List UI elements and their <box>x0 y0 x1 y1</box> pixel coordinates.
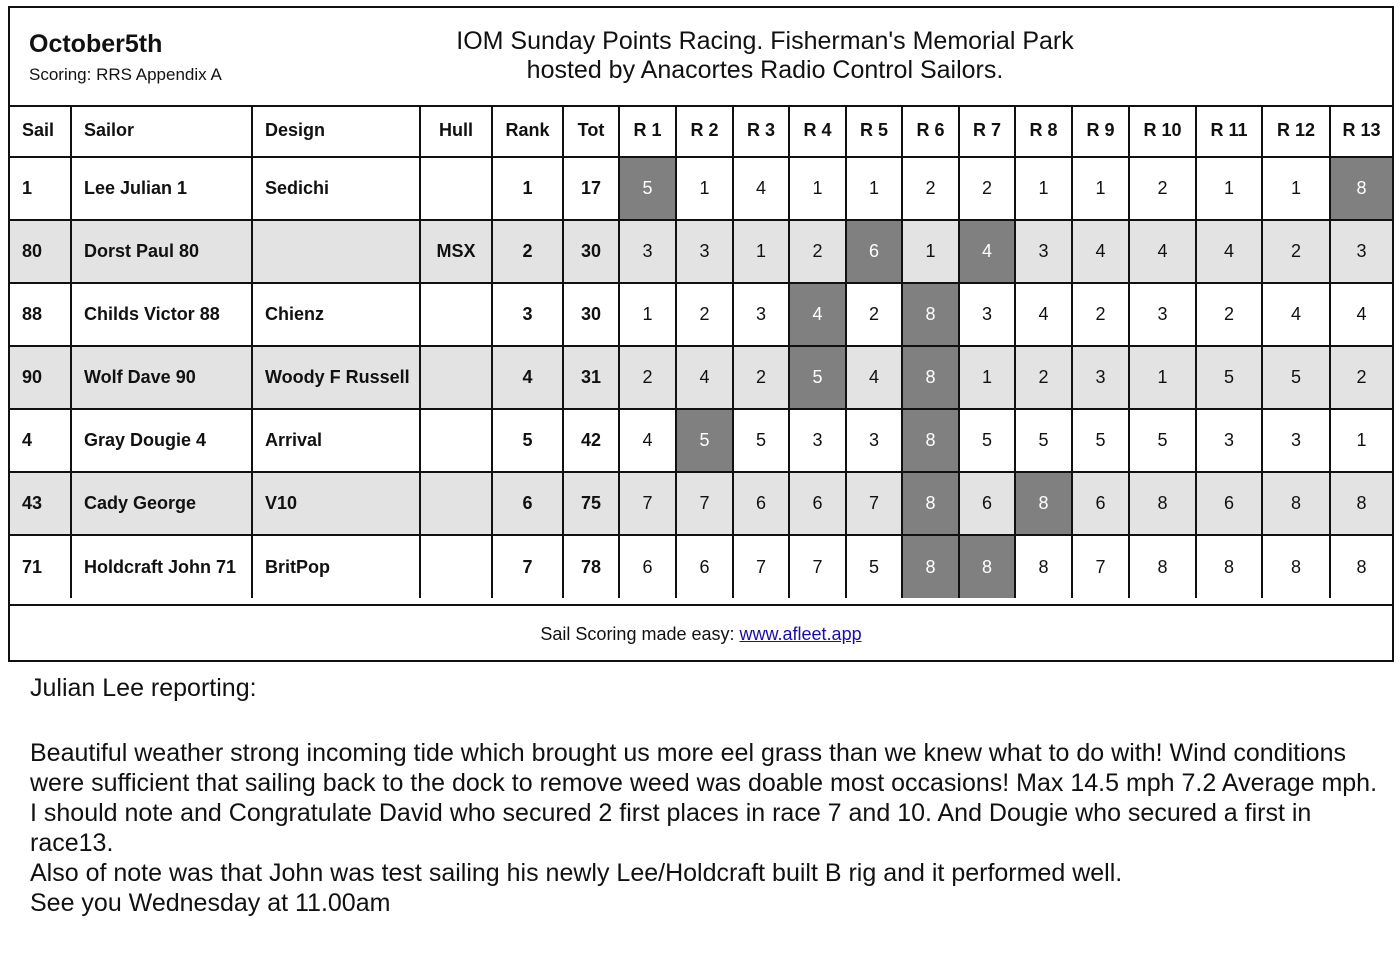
design-cell: V10 <box>252 472 420 535</box>
table-row <box>10 409 1392 472</box>
race-score-cell: 3 <box>789 409 846 472</box>
race-score-cell: 2 <box>733 346 789 409</box>
sailor-cell: Childs Victor 88 <box>71 283 252 346</box>
race-score-cell: 6 <box>676 535 733 598</box>
hull-cell <box>420 346 492 409</box>
race-score-cell: 3 <box>1330 220 1392 283</box>
sail-number-cell: 1 <box>10 157 71 220</box>
column-header-design: Design <box>252 105 420 157</box>
race-score-cell: 1 <box>959 346 1015 409</box>
race-score-cell: 6 <box>959 472 1015 535</box>
rank-cell: 6 <box>492 472 563 535</box>
total-cell: 75 <box>563 472 619 535</box>
total-cell: 17 <box>563 157 619 220</box>
column-header-r7: R 7 <box>959 105 1015 157</box>
design-cell: BritPop <box>252 535 420 598</box>
race-score-cell: 2 <box>1330 346 1392 409</box>
design-cell <box>252 220 420 283</box>
race-score-cell: 2 <box>1072 283 1129 346</box>
race-score-cell: 2 <box>959 157 1015 220</box>
column-header-sailor: Sailor <box>71 105 252 157</box>
column-header-r3: R 3 <box>733 105 789 157</box>
sailor-cell: Wolf Dave 90 <box>71 346 252 409</box>
hull-cell <box>420 157 492 220</box>
race-score-cell: 8 <box>1330 535 1392 598</box>
report-paragraph-test-sail: Also of note was that John was test sailing his newly Lee/Holdcraft built B rig and it performed well. <box>30 859 1123 887</box>
race-score-cell: 1 <box>1330 409 1392 472</box>
total-cell: 78 <box>563 535 619 598</box>
race-score-cell: 8 <box>1015 535 1072 598</box>
sail-number-cell: 4 <box>10 409 71 472</box>
race-score-cell: 1 <box>1262 157 1330 220</box>
race-score-cell: 1 <box>902 220 959 283</box>
report-lead: Julian Lee reporting: <box>30 674 257 702</box>
report-paragraph-signoff: See you Wednesday at 11.00am <box>30 889 391 917</box>
event-title <box>370 27 1160 85</box>
sail-number-cell: 88 <box>10 283 71 346</box>
sailor-cell: Holdcraft John 71 <box>71 535 252 598</box>
table-row <box>10 220 1392 283</box>
race-score-cell: 2 <box>676 283 733 346</box>
race-score-cell: 4 <box>1129 220 1196 283</box>
rank-cell: 3 <box>492 283 563 346</box>
race-score-cell: 1 <box>619 283 676 346</box>
race-score-cell: 4 <box>619 409 676 472</box>
sail-number-cell: 71 <box>10 535 71 598</box>
race-score-cell: 6 <box>733 472 789 535</box>
race-score-dropped-cell: 8 <box>902 283 959 346</box>
total-cell: 31 <box>563 346 619 409</box>
race-score-cell: 8 <box>1129 535 1196 598</box>
race-score-cell: 4 <box>733 157 789 220</box>
results-table <box>10 105 1392 598</box>
rank-cell: 4 <box>492 346 563 409</box>
race-score-cell: 4 <box>1262 283 1330 346</box>
rank-cell: 7 <box>492 535 563 598</box>
race-report <box>30 673 1380 918</box>
race-score-cell: 5 <box>1262 346 1330 409</box>
race-score-dropped-cell: 8 <box>902 346 959 409</box>
race-score-cell: 7 <box>789 535 846 598</box>
race-score-dropped-cell: 8 <box>959 535 1015 598</box>
hull-cell: MSX <box>420 220 492 283</box>
race-score-cell: 5 <box>1196 346 1262 409</box>
footer-text: Sail Scoring made easy: <box>540 624 740 644</box>
column-header-r8: R 8 <box>1015 105 1072 157</box>
race-score-cell: 4 <box>1196 220 1262 283</box>
column-header-sail: Sail <box>10 105 71 157</box>
race-score-cell: 1 <box>846 157 902 220</box>
design-cell: Arrival <box>252 409 420 472</box>
race-score-cell: 5 <box>959 409 1015 472</box>
column-header-r6: R 6 <box>902 105 959 157</box>
race-score-dropped-cell: 4 <box>959 220 1015 283</box>
race-score-cell: 3 <box>1015 220 1072 283</box>
race-score-cell: 4 <box>846 346 902 409</box>
hull-cell <box>420 409 492 472</box>
race-score-cell: 8 <box>1129 472 1196 535</box>
race-score-cell: 6 <box>1196 472 1262 535</box>
sailor-cell: Lee Julian 1 <box>71 157 252 220</box>
rank-cell: 5 <box>492 409 563 472</box>
report-paragraph-congrats: I should note and Congratulate David who secured 2 first places in race 7 and 10. And Dougie who secured a first in race13. <box>30 799 1312 857</box>
table-row <box>10 283 1392 346</box>
race-score-cell: 8 <box>1196 535 1262 598</box>
race-score-cell: 1 <box>676 157 733 220</box>
race-score-cell: 3 <box>846 409 902 472</box>
results-sheet <box>8 6 1394 662</box>
race-score-cell: 1 <box>1072 157 1129 220</box>
column-header-r5: R 5 <box>846 105 902 157</box>
sail-number-cell: 90 <box>10 346 71 409</box>
sail-number-cell: 80 <box>10 220 71 283</box>
race-score-cell: 6 <box>1072 472 1129 535</box>
race-score-dropped-cell: 5 <box>619 157 676 220</box>
column-header-hull: Hull <box>420 105 492 157</box>
design-cell: Woody F Russell <box>252 346 420 409</box>
column-header-tot: Tot <box>563 105 619 157</box>
race-score-cell: 5 <box>1015 409 1072 472</box>
sheet-footer <box>10 604 1392 662</box>
race-score-dropped-cell: 8 <box>1015 472 1072 535</box>
race-score-cell: 3 <box>619 220 676 283</box>
race-score-cell: 3 <box>676 220 733 283</box>
table-header-row <box>10 105 1392 157</box>
race-score-cell: 1 <box>1196 157 1262 220</box>
race-score-cell: 8 <box>1262 535 1330 598</box>
sheet-header <box>10 8 1392 107</box>
event-title-line-1: IOM Sunday Points Racing. Fisherman's Memorial Park <box>456 27 1074 55</box>
hull-cell <box>420 283 492 346</box>
race-score-cell: 2 <box>1262 220 1330 283</box>
race-score-dropped-cell: 8 <box>902 472 959 535</box>
column-header-r11: R 11 <box>1196 105 1262 157</box>
race-score-cell: 2 <box>1015 346 1072 409</box>
race-score-cell: 6 <box>619 535 676 598</box>
race-score-cell: 2 <box>846 283 902 346</box>
race-score-dropped-cell: 8 <box>902 409 959 472</box>
race-score-cell: 2 <box>619 346 676 409</box>
column-header-r4: R 4 <box>789 105 846 157</box>
race-score-cell: 3 <box>1196 409 1262 472</box>
race-score-cell: 4 <box>1330 283 1392 346</box>
column-header-r2: R 2 <box>676 105 733 157</box>
sailor-cell: Dorst Paul 80 <box>71 220 252 283</box>
race-score-cell: 7 <box>846 472 902 535</box>
race-score-cell: 3 <box>1072 346 1129 409</box>
rank-cell: 1 <box>492 157 563 220</box>
race-score-cell: 5 <box>846 535 902 598</box>
race-score-dropped-cell: 4 <box>789 283 846 346</box>
hull-cell <box>420 535 492 598</box>
table-row <box>10 157 1392 220</box>
race-score-cell: 1 <box>733 220 789 283</box>
race-score-cell: 3 <box>733 283 789 346</box>
event-date: October5th <box>29 30 163 58</box>
race-score-dropped-cell: 8 <box>1330 157 1392 220</box>
column-header-r13: R 13 <box>1330 105 1392 157</box>
scoring-system: Scoring: RRS Appendix A <box>29 65 222 84</box>
sailor-cell: Gray Dougie 4 <box>71 409 252 472</box>
race-score-cell: 4 <box>1015 283 1072 346</box>
race-score-cell: 2 <box>789 220 846 283</box>
race-score-cell: 4 <box>676 346 733 409</box>
race-score-cell: 4 <box>1072 220 1129 283</box>
race-score-cell: 3 <box>959 283 1015 346</box>
race-score-cell: 8 <box>1262 472 1330 535</box>
design-cell: Sedichi <box>252 157 420 220</box>
race-score-cell: 3 <box>1129 283 1196 346</box>
column-header-r9: R 9 <box>1072 105 1129 157</box>
race-score-cell: 1 <box>789 157 846 220</box>
race-score-cell: 5 <box>733 409 789 472</box>
sailor-cell: Cady George <box>71 472 252 535</box>
hull-cell <box>420 472 492 535</box>
design-cell: Chienz <box>252 283 420 346</box>
total-cell: 42 <box>563 409 619 472</box>
race-score-cell: 2 <box>1129 157 1196 220</box>
race-score-cell: 7 <box>733 535 789 598</box>
race-score-cell: 6 <box>789 472 846 535</box>
race-score-dropped-cell: 5 <box>789 346 846 409</box>
column-header-r12: R 12 <box>1262 105 1330 157</box>
race-score-cell: 1 <box>1129 346 1196 409</box>
sail-number-cell: 43 <box>10 472 71 535</box>
column-header-r1: R 1 <box>619 105 676 157</box>
table-row <box>10 346 1392 409</box>
race-score-cell: 1 <box>1015 157 1072 220</box>
report-paragraph-weather: Beautiful weather strong incoming tide which brought us more eel grass than we knew what to do with! Wind conditions were sufficient that sailing back to the dock to remove weed was doable most occasions! Max 14.5 mph 7.2 Average mph. <box>30 739 1378 797</box>
total-cell: 30 <box>563 283 619 346</box>
race-score-cell: 7 <box>1072 535 1129 598</box>
race-score-cell: 7 <box>676 472 733 535</box>
table-row <box>10 472 1392 535</box>
rank-cell: 2 <box>492 220 563 283</box>
total-cell: 30 <box>563 220 619 283</box>
race-score-cell: 5 <box>1072 409 1129 472</box>
event-title-line-2: hosted by Anacortes Radio Control Sailors. <box>526 56 1004 84</box>
table-row <box>10 535 1392 598</box>
race-score-cell: 8 <box>1330 472 1392 535</box>
race-score-cell: 2 <box>1196 283 1262 346</box>
column-header-rank: Rank <box>492 105 563 157</box>
race-score-cell: 2 <box>902 157 959 220</box>
afleet-link[interactable]: www.afleet.app <box>739 624 862 644</box>
race-score-dropped-cell: 5 <box>676 409 733 472</box>
race-score-cell: 7 <box>619 472 676 535</box>
race-score-dropped-cell: 6 <box>846 220 902 283</box>
race-score-cell: 5 <box>1129 409 1196 472</box>
race-score-cell: 3 <box>1262 409 1330 472</box>
race-score-dropped-cell: 8 <box>902 535 959 598</box>
column-header-r10: R 10 <box>1129 105 1196 157</box>
